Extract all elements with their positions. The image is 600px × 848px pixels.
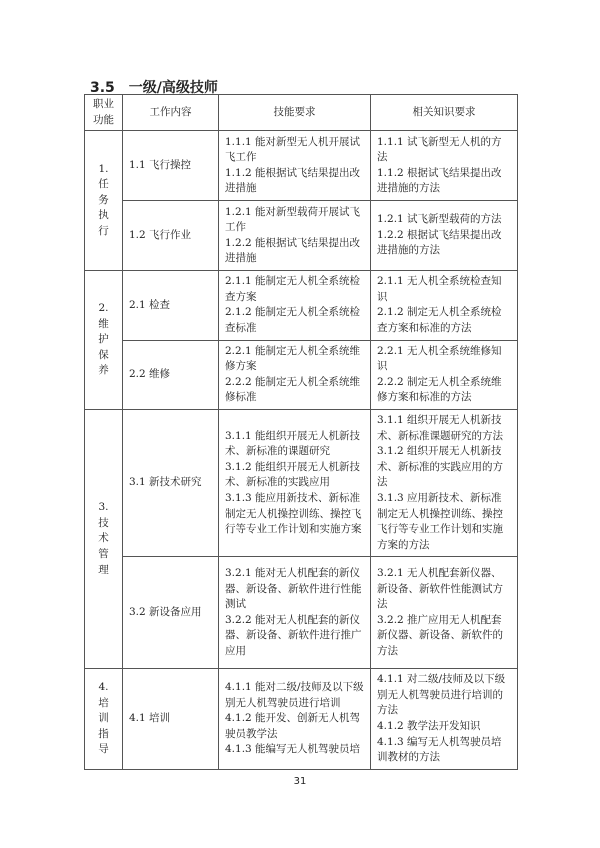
knowledge-item: 2.2.2 制定无人机全系统维修方案和标准的方法 <box>377 375 502 404</box>
function-char: 行 <box>98 225 109 238</box>
skill-table <box>84 94 518 770</box>
knowledge-item: 3.2.2 推广应用无人机配套新仪器、新设备、新软件的方法 <box>377 613 503 657</box>
skill-item: 3.2.1 能对无人机配套的新仪器、新设备、新软件进行性能测试 <box>225 567 362 611</box>
skill-item: 1.2.1 能对新型载荷开展试飞工作 <box>225 205 361 234</box>
header-content: 工作内容 <box>123 95 219 131</box>
knowledge-item: 2.1.1 无人机全系统检查知识 <box>377 275 502 303</box>
knowledge-item: 3.1.2 组织开展无人机新技术、新标准的实践应用的方法 <box>377 445 503 489</box>
knowledge-item: 2.2.1 无人机全系统维修知识 <box>377 344 502 373</box>
knowledge-item: 1.2.2 根据试飞结果提出改进措施的方法 <box>377 228 502 257</box>
knowledge-cell <box>371 409 518 556</box>
knowledge-cell <box>371 557 518 669</box>
knowledge-item: 1.2.1 试飞新型载荷的方法 <box>377 213 502 226</box>
skill-item: 2.2.1 能制定无人机全系统维修方案 <box>225 344 361 373</box>
table-row <box>85 131 518 201</box>
knowledge-item: 4.1.2 教学法开发知识 <box>377 720 481 733</box>
function-char: 培 <box>98 696 109 709</box>
skill-item: 3.1.2 能组织开展无人机新技术、新标准的实践应用 <box>225 460 361 489</box>
function-char: 管 <box>98 547 109 560</box>
page-number: 31 <box>293 776 307 787</box>
header-row <box>85 95 518 131</box>
function-char: 3. <box>98 501 109 514</box>
knowledge-cell <box>371 201 518 271</box>
table-row <box>85 669 518 770</box>
skill-cell <box>219 271 371 340</box>
skill-item: 2.1.1 能制定无人机全系统检查方案 <box>225 275 361 303</box>
function-char: 2. <box>98 302 109 315</box>
work-content-cell: 2.1 检查 <box>123 271 219 340</box>
skill-item: 2.1.2 能制定无人机全系统检查标准 <box>225 306 361 334</box>
knowledge-item: 3.1.1 组织开展无人机新技术、新标准课题研究的方法 <box>377 413 503 442</box>
table-row <box>85 271 518 340</box>
knowledge-item: 4.1.3 编写无人机驾驶员培训教材的方法 <box>377 735 502 764</box>
table-row <box>85 201 518 271</box>
skill-item: 4.1.2 能开发、创新无人机驾驶员教学法 <box>225 712 361 740</box>
knowledge-cell <box>371 131 518 201</box>
knowledge-item: 3.1.3 应用新技术、新标准制定无人机操控训练、操控飞行等专业工作计划和实施方案的方法 <box>377 491 503 551</box>
table-row <box>85 340 518 409</box>
work-content-cell: 1.1 飞行操控 <box>123 131 219 201</box>
knowledge-item: 3.2.1 无人机配套新仪器、新设备、新软件性能测试方法 <box>377 567 503 611</box>
skill-cell <box>219 131 371 201</box>
skill-item: 1.2.2 能根据试飞结果提出改进措施 <box>225 236 361 265</box>
work-content-cell: 1.2 飞行作业 <box>123 201 219 271</box>
knowledge-cell <box>371 340 518 409</box>
function-cell <box>85 271 123 410</box>
function-char: 术 <box>98 532 109 545</box>
function-char: 导 <box>98 743 109 756</box>
skill-item: 4.1.1 能对二级/技师及以下级别无人机驾驶员进行培训 <box>225 681 364 709</box>
work-content-cell: 3.1 新技术研究 <box>123 409 219 556</box>
function-char: 理 <box>98 563 109 576</box>
work-content-cell: 3.2 新设备应用 <box>123 557 219 669</box>
header-func-line: 职业 <box>93 98 114 110</box>
function-char: 执 <box>98 209 109 222</box>
header-func-line: 功能 <box>93 113 114 126</box>
knowledge-item: 1.1.1 试飞新型无人机的方法 <box>377 135 502 164</box>
skill-cell <box>219 669 371 770</box>
function-char: 指 <box>98 727 109 740</box>
skill-item: 3.2.2 能对无人机配套的新仪器、新设备、新软件进行推广应用 <box>225 613 362 657</box>
knowledge-item: 2.1.2 制定无人机全系统检查方案和标准的方法 <box>377 306 502 334</box>
function-char: 务 <box>98 193 109 206</box>
table-row <box>85 557 518 669</box>
table-row <box>85 409 518 556</box>
skill-cell <box>219 201 371 271</box>
skill-cell <box>219 557 371 669</box>
function-cell <box>85 669 123 770</box>
skill-item: 1.1.1 能对新型无人机开展试飞工作 <box>225 135 361 164</box>
header-skill: 技能要求 <box>219 95 371 131</box>
skill-item: 2.2.2 能制定无人机全系统维修标准 <box>225 375 361 404</box>
skill-item: 4.1.3 能编写无人机驾驶员培 <box>225 743 361 756</box>
knowledge-cell <box>371 669 518 770</box>
header-func <box>85 95 123 131</box>
function-cell <box>85 409 123 668</box>
knowledge-item: 1.1.2 根据试飞结果提出改进措施的方法 <box>377 166 502 195</box>
work-content-cell: 2.2 维修 <box>123 340 219 409</box>
function-char: 任 <box>98 178 109 191</box>
section-heading: 3.5 一级/高级技师 <box>90 80 218 96</box>
skill-item: 3.1.1 能组织开展无人机新技术、新标准的课题研究 <box>225 429 361 458</box>
function-char: 技 <box>98 516 109 529</box>
skill-item: 3.1.3 能应用新技术、新标准制定无人机操控训练、操控飞行等专业工作计划和实施方案 <box>225 491 362 536</box>
function-char: 4. <box>98 681 109 694</box>
work-content-cell: 4.1 培训 <box>123 669 219 770</box>
knowledge-item: 4.1.1 对二级/技师及以下级别无人机驾驶员进行培训的方法 <box>377 673 506 717</box>
skill-item: 1.1.2 能根据试飞结果提出改进措施 <box>225 166 361 195</box>
function-char: 维 <box>98 317 109 330</box>
header-knowledge: 相关知识要求 <box>371 95 518 131</box>
function-char: 护 <box>98 333 109 346</box>
function-char: 养 <box>98 364 109 377</box>
function-char: 训 <box>98 712 109 725</box>
function-char: 保 <box>98 348 109 361</box>
function-cell <box>85 131 123 271</box>
skill-cell <box>219 409 371 556</box>
knowledge-cell <box>371 271 518 340</box>
skill-cell <box>219 340 371 409</box>
function-char: 1. <box>98 162 109 175</box>
